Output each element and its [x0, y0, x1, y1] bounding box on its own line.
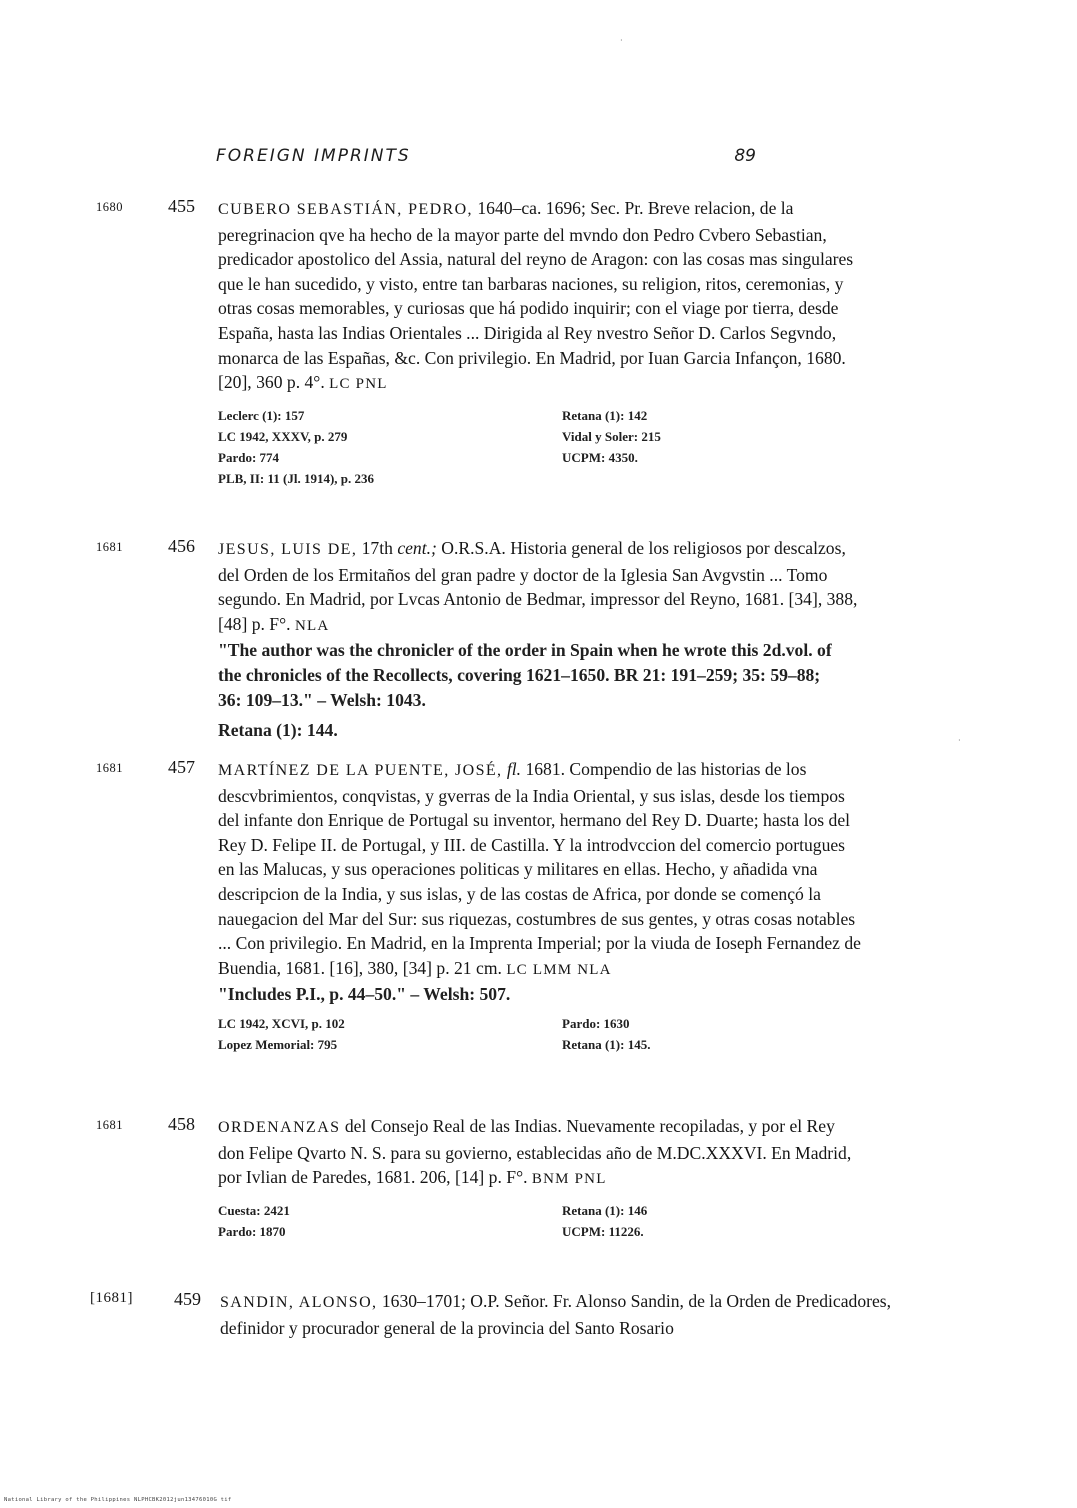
entry-heading: MARTÍNEZ DE LA PUENTE, JOSÉ,	[218, 762, 503, 779]
entry-description: 1681. Compendio de las historias de los descvbrimientos, conqvistas, y gverras de la India Oriental, y sus islas, desde los tiempos del infante don Enrique de Portugal su inventor, hermano del Rey D. Duarte; hasta los del Rey D. Felipe II. de Portugal, y III. de Castilla. Y la introdvccion del comercio portugues en las Malucas, y sus operaciones politicas y militares en ellas. Hecho, y añadida vna descripcion de la India, y sus islas, y de las costas de Africa, por donde se començó la nauegacion del Mar del Sur: sus riquezas, costumbres de sus gentes, y otras cosas notables ... Con privilegio. En Madrid, en la Imprenta Imperial; por la viuda de Ioseph Fernandez de Buendia, 1681. [16], 380, [34] p. 21 cm.	[218, 759, 861, 978]
reference-item: Pardo: 774	[218, 449, 280, 465]
entry-heading: JESUS, LUIS DE,	[218, 541, 358, 558]
reference-item: LC 1942, XXXV, p. 279	[218, 428, 348, 444]
page-number: 89	[734, 146, 756, 166]
reference-item: Retana (1): 145.	[562, 1036, 651, 1052]
entry-references	[218, 1200, 863, 1244]
entry-text-pre: 17th	[357, 538, 398, 558]
entry-body	[218, 757, 863, 1057]
running-head	[216, 146, 756, 170]
entry-description: 1640–ca. 1696; Sec. Pr. Breve relacion, de la peregrinacion qve ha hecho de la mayor parte del mvndo don Pedro Cvbero Sebastian, predicador apostolico del Assia, natural del reyno de Aragon: con las cosas mas singulares que le han sucedido, y visto, entre tan barbaras naciones, su religion, ritos, ceremonias, y otras cosas memorables, y curiosas que há podido inquirir; con el viage por tierra, desde España, hasta las Indias Orientales ... Dirigida al Rey nvestro Señor D. Carlos Segvndo, monarca de las Españas, &c. Con privilegio. En Madrid, por Iuan Garcia Infançon, 1680. [20], 360 p. 4°.	[218, 198, 854, 393]
entry-year: 1680	[96, 200, 123, 214]
entry-year: [1681]	[90, 1290, 133, 1306]
entry-italic: cent.;	[397, 538, 437, 558]
entry-holdings: LC LMM NLA	[506, 961, 612, 978]
entry-note: "Includes P.I., p. 44–50." – Welsh: 507.	[218, 984, 511, 1005]
references-left	[218, 1013, 345, 1055]
reference-item: UCPM: 11226.	[562, 1223, 644, 1239]
entry-references	[218, 405, 863, 491]
scan-speck: ·	[958, 736, 961, 745]
entry-text	[218, 196, 863, 397]
entry-text	[218, 536, 863, 638]
entry-body	[220, 1289, 892, 1340]
reference-item: Cuesta: 2421	[218, 1202, 290, 1218]
entry-description: del Consejo Real de las Indias. Nuevamente recopiladas, y por el Rey don Felipe Qvarto N. S. para su govierno, establecidas año de M.DC.XXXVI. En Madrid, por Ivlian de Paredes, 1681. 206, [14] p. F°.	[218, 1116, 852, 1188]
reference-item: Leclerc (1): 157	[218, 407, 305, 423]
reference-item: Pardo: 1630	[562, 1015, 630, 1031]
references-right	[562, 1013, 650, 1055]
references-right	[562, 405, 661, 468]
entry-italic: fl.	[506, 759, 522, 779]
entry-holdings: NLA	[294, 617, 330, 634]
reference-item: Vidal y Soler: 215	[562, 428, 661, 444]
references-right	[562, 1200, 647, 1242]
entry-body	[218, 536, 863, 743]
entry-note: "The author was the chronicler of the order in Spain when he wrote this 2d.vol. of the chronicles of the Recollects, covering 1621–1650. BR 21: 191–259; 35: 59–88; 36: 109–13." – Welsh: 1043.	[218, 640, 832, 710]
entry-year: 1681	[96, 1118, 123, 1132]
references-left	[218, 405, 374, 489]
entry-number: 457	[168, 757, 195, 777]
reference-item: Lopez Memorial: 795	[218, 1036, 338, 1052]
entry-holdings: BNM PNL	[531, 1171, 607, 1188]
entry-heading: SANDIN, ALONSO,	[220, 1294, 378, 1311]
reference-item: Retana (1): 142	[562, 407, 648, 423]
reference-item: UCPM: 4350.	[562, 449, 638, 465]
entry-heading: ORDENANZAS	[218, 1119, 341, 1136]
entry-body	[218, 1114, 863, 1244]
scan-speck: ·	[620, 36, 623, 45]
entry-text	[218, 1114, 863, 1192]
reference-item: Retana (1): 144.	[218, 720, 338, 741]
running-title: FOREIGN IMPRINTS	[216, 146, 411, 166]
entry-text	[220, 1289, 892, 1340]
reference-item: Retana (1): 146	[562, 1202, 648, 1218]
entry-year: 1681	[96, 761, 123, 775]
entry-year: 1681	[96, 540, 123, 554]
entry-number: 458	[168, 1114, 195, 1134]
entry-number: 456	[168, 536, 195, 556]
entry-description: O.R.S.A. Historia general de los religiosos por descalzos, del Orden de los Ermitaños del gran padre y doctor de la Iglesia San Avgvstin ... Tomo segundo. En Madrid, por Lvcas Antonio de Bedmar, impressor del Reyno, 1681. [34], 388, [48] p. F°.	[218, 538, 858, 634]
entry-references	[218, 1013, 863, 1057]
entry-description: 1630–1701; O.P. Señor. Fr. Alonso Sandin, de la Orden de Predicadores, definidor y procurador general de la provincia del Santo Rosario	[220, 1291, 892, 1338]
reference-item: PLB, II: 11 (Jl. 1914), p. 236	[218, 470, 375, 486]
entry-body	[218, 196, 863, 491]
reference-item: LC 1942, XCVI, p. 102	[218, 1015, 345, 1031]
references-left	[218, 1200, 290, 1242]
entry-number: 455	[168, 196, 195, 216]
entry-text	[218, 757, 863, 982]
reference-item: Pardo: 1870	[218, 1223, 286, 1239]
entry-number: 459	[174, 1289, 201, 1309]
entry-heading: CUBERO SEBASTIÁN, PEDRO,	[218, 201, 473, 218]
entry-holdings: LC PNL	[329, 376, 388, 393]
scan-footer: National Library of the Philippines NLPHCBK2012jun13476010G tif	[4, 1497, 232, 1503]
